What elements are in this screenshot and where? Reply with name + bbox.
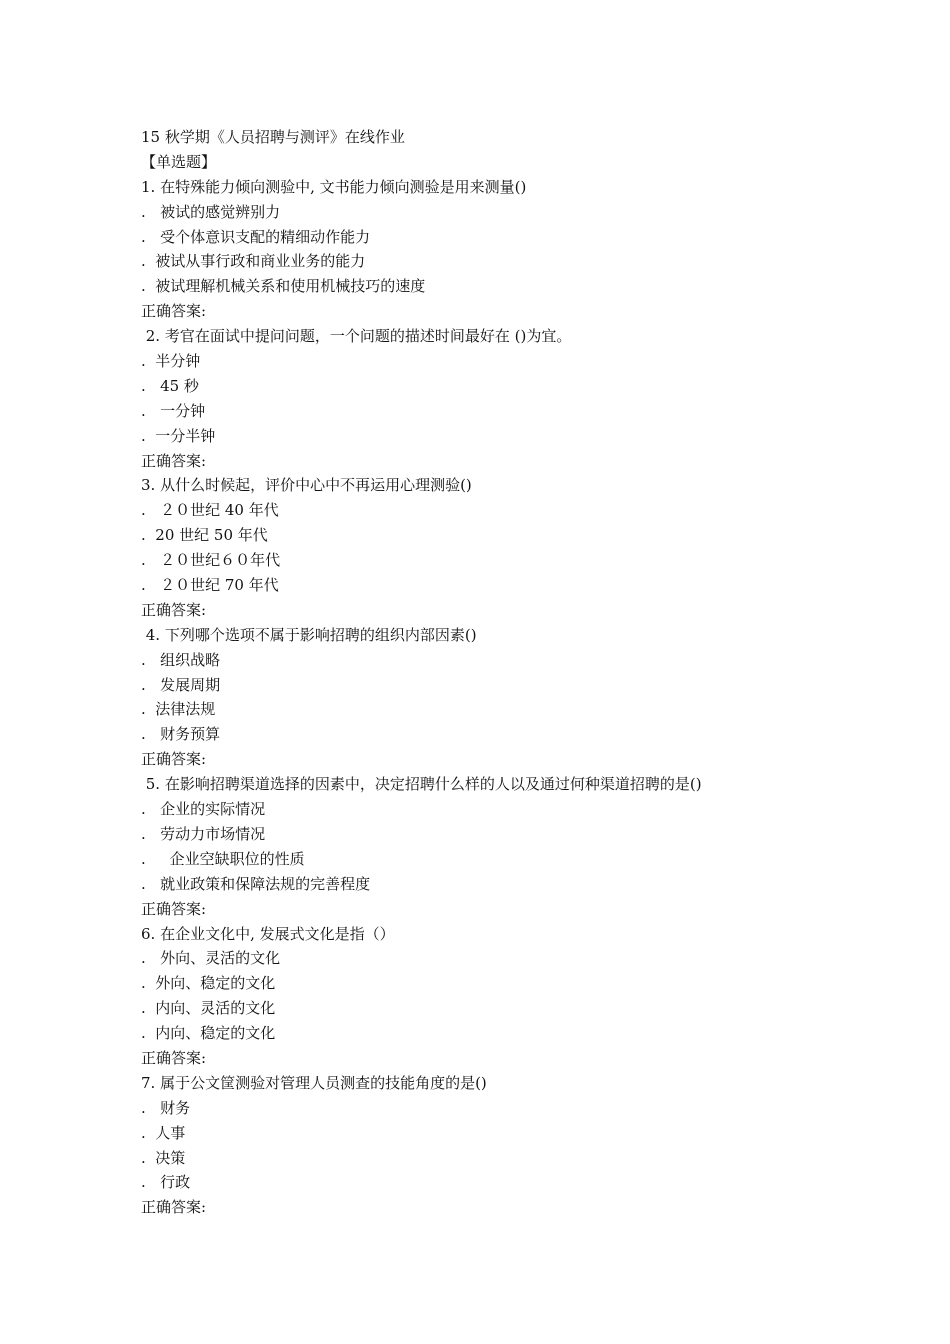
option-d: . ２０世纪 70 年代 xyxy=(141,576,279,595)
option-b: . 劳动力市场情况 xyxy=(141,824,266,843)
option-b: . 20 世纪 50 年代 xyxy=(141,526,268,545)
option-d: . 一分半钟 xyxy=(141,426,216,445)
answer-label: 正确答案: xyxy=(141,302,207,321)
question-2 xyxy=(141,324,861,473)
answer-label: 正确答案: xyxy=(141,451,207,470)
question-stem: 3. 从什么时候起，评价中心中不再运用心理测验() xyxy=(141,476,472,495)
document-body xyxy=(141,125,861,1220)
question-4 xyxy=(141,623,861,772)
option-b: . 发展周期 xyxy=(141,675,221,694)
option-a: . 企业的实际情况 xyxy=(141,800,266,819)
question-7 xyxy=(141,1071,861,1220)
option-b: . 45 秒 xyxy=(141,376,199,395)
option-c: . 一分钟 xyxy=(141,401,206,420)
option-c: . 法律法规 xyxy=(141,700,216,719)
option-a: . 财务 xyxy=(141,1098,191,1117)
question-5 xyxy=(141,772,861,921)
option-a: . ２０世纪 40 年代 xyxy=(141,501,279,520)
answer-label: 正确答案: xyxy=(141,1048,207,1067)
option-a: . 组织战略 xyxy=(141,650,221,669)
question-stem: 1. 在特殊能力倾向测验中, 文书能力倾向测验是用来测量() xyxy=(141,177,527,196)
answer-label: 正确答案: xyxy=(141,899,207,918)
option-d: . 内向、稳定的文化 xyxy=(141,1024,276,1043)
question-stem: 6. 在企业文化中, 发展式文化是指（） xyxy=(141,924,395,943)
question-stem: 4. 下列哪个选项不属于影响招聘的组织内部因素() xyxy=(141,625,477,644)
answer-label: 正确答案: xyxy=(141,600,207,619)
question-stem: 7. 属于公文筐测验对管理人员测查的技能角度的是() xyxy=(141,1073,487,1092)
question-1 xyxy=(141,175,861,324)
option-c: . ２０世纪６０年代 xyxy=(141,551,281,570)
option-c: . 被试从事行政和商业业务的能力 xyxy=(141,252,366,271)
option-c: . 内向、灵活的文化 xyxy=(141,999,276,1018)
option-d: . 行政 xyxy=(141,1173,191,1192)
question-6 xyxy=(141,922,861,1071)
option-d: . 被试理解机械关系和使用机械技巧的速度 xyxy=(141,277,426,296)
option-c: . 决策 xyxy=(141,1148,186,1167)
question-stem: 2. 考官在面试中提问问题，一个问题的描述时间最好在 ()为宜。 xyxy=(141,327,572,346)
option-d: . 财务预算 xyxy=(141,725,221,744)
option-d: . 就业政策和保障法规的完善程度 xyxy=(141,874,371,893)
option-a: . 半分钟 xyxy=(141,352,201,371)
option-b: . 外向、稳定的文化 xyxy=(141,974,276,993)
answer-label: 正确答案: xyxy=(141,750,207,769)
answer-label: 正确答案: xyxy=(141,1198,207,1217)
option-a: . 外向、灵活的文化 xyxy=(141,949,281,968)
question-stem: 5. 在影响招聘渠道选择的因素中，决定招聘什么样的人以及通过何种渠道招聘的是() xyxy=(141,775,702,794)
document-title: 15 秋学期《人员招聘与测评》在线作业 xyxy=(141,128,405,146)
option-b: . 人事 xyxy=(141,1123,186,1142)
option-b: . 受个体意识支配的精细动作能力 xyxy=(141,227,371,246)
option-a: . 被试的感觉辨别力 xyxy=(141,202,281,221)
option-c: . 企业空缺职位的性质 xyxy=(141,849,305,868)
section-heading: 【单选题】 xyxy=(141,152,217,171)
question-3 xyxy=(141,473,861,622)
